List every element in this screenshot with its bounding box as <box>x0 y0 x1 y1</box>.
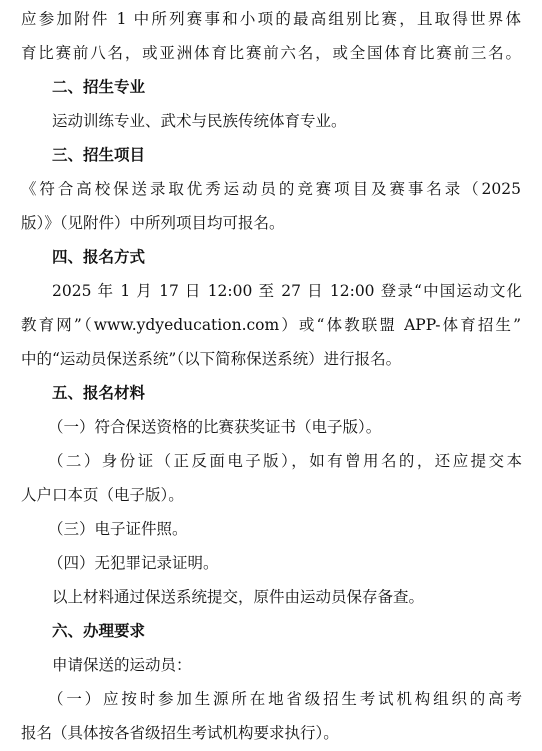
section-heading-registration: 四、报名方式 <box>52 248 146 266</box>
section-heading-requirements: 六、办理要求 <box>52 622 146 640</box>
section-registration-line-1: 2025 年 1 月 17 日 12:00 至 27 日 12:00 登录“中国运动文化 <box>52 282 522 300</box>
materials-item-2-line-1: （二）身份证（正反面电子版），如有曾用名的，还应提交本 <box>48 452 522 470</box>
section-events-line-2: 版）》（见附件）中所列项目均可报名。 <box>21 214 285 232</box>
section-events-line-1: 《符合高校保送录取优秀运动员的竞赛项目及赛事名录（2025 <box>21 180 521 198</box>
materials-item-2-line-2: 人户口本页（电子版）。 <box>21 486 184 504</box>
intro-line-1: 应参加附件 1 中所列赛事和小项的最高组别比赛，且取得世界体 <box>21 10 521 28</box>
section-major-text: 运动训练专业、武术与民族传统体育专业。 <box>52 112 347 130</box>
requirements-item-1-line-1: （一）应按时参加生源所在地省级招生考试机构组织的高考 <box>48 690 522 708</box>
section-heading-events: 三、招生项目 <box>52 146 146 164</box>
materials-item-3: （三）电子证件照。 <box>48 520 188 538</box>
intro-line-2: 育比赛前八名，或亚洲体育比赛前六名，或全国体育比赛前三名。 <box>21 44 521 62</box>
section-heading-materials: 五、报名材料 <box>52 384 146 402</box>
materials-item-4: （四）无犯罪记录证明。 <box>48 554 219 572</box>
requirements-item-1-line-2: 报名（具体按各省级招生考试机构要求执行）。 <box>21 724 339 742</box>
materials-note: 以上材料通过保送系统提交，原件由运动员保存备查。 <box>52 588 425 606</box>
section-registration-line-2: 教育网”（www.ydyeducation.com）或“体教联盟 APP-体育招生” <box>21 316 521 334</box>
requirements-intro: 申请保送的运动员： <box>52 656 192 674</box>
section-registration-line-3: 中的“运动员保送系统”（以下简称保送系统）进行报名。 <box>21 350 402 368</box>
materials-item-1: （一）符合保送资格的比赛获奖证书（电子版）。 <box>48 418 382 436</box>
section-heading-major: 二、招生专业 <box>52 78 146 96</box>
